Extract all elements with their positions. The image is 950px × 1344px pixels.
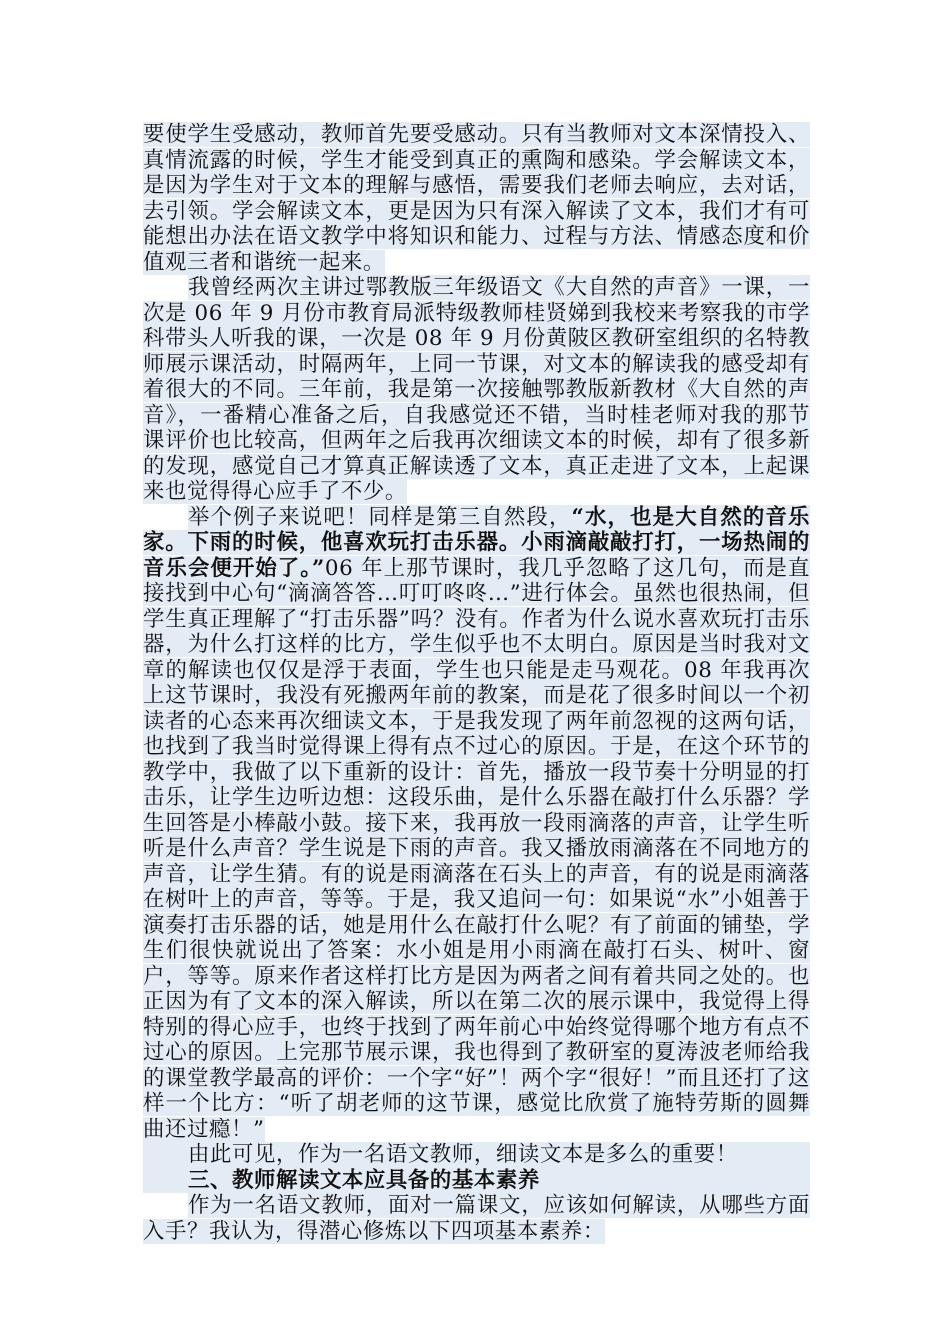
paragraph-2-text: 我曾经两次主讲过鄂教版三年级语文《大自然的声音》一课，一次是 06 年 9 月份市教育局派特级教师桂贤娣到我校来考察我的市学科带头人听我的课，一次是 08 年 9 月份黄陂区教研室组织的名特教师展示课活动，时隔两年，上同一节课，对文本的解读我的感受却有着很大的不同。三年前，我是第一次接触鄂教版新教材《大自然的声音》，一番精心准备之后，自我感觉还不错，当时桂老师对我的那节课评价也比较高，但两年之后我再次细读文本的时候，却有了很多新的发现，感觉自己才算真正解读透了文本，真正走进了文本，上起课来也觉得得心应手了不少。	[143, 275, 810, 504]
paragraph-4	[143, 1142, 810, 1168]
section-heading-text: 三、教师解读文本应具备的基本素养	[188, 1167, 540, 1193]
document-page	[143, 122, 810, 1244]
paragraph-3-rest: 06 年上那节课时，我几乎忽略了这几句，而是直接找到中心句“滴滴答答…叮叮咚咚…”进行体会。虽然也很热闹，但学生真正理解了“打击乐器”吗？没有。作者为什么说水喜欢玩打击乐器，为什么打这样的比方，学生似乎也不太明白。原因是当时我对文章的解读也仅仅是浮于表面，学生也只能是走马观花。08 年我再次上这节课时，我没有死搬两年前的教案，而是花了很多时间以一个初读者的心态来再次细读文本，于是我发现了两年前忽视的这两句话，也找到了我当时觉得课上得有点不过心的原因。于是，在这个环节的教学中，我做了以下重新的设计：首先，播放一段节奏十分明显的打击乐，让学生边听边想：这段乐曲，是什么乐器在敲打什么乐器？学生回答是小棒敲小鼓。接下来，我再放一段雨滴落的声音，让学生听听是什么声音？学生说是下雨的声音。我又播放雨滴落在不同地方的声音，让学生猜。有的说是雨滴落在石头上的声音，有的说是雨滴落在树叶上的声音，等等。于是，我又追问一句：如果说“水”小姐善于演奏打击乐器的话，她是用什么在敲打什么呢？有了前面的铺垫，学生们很快就说出了答案：水小姐是用小雨滴在敲打石头、树叶、窗户，等等。原来作者这样打比方是因为两者之间有着共同之处的。也正因为有了文本的深入解读，所以在第二次的展示课中，我觉得上得特别的得心应手，也终于找到了两年前心中始终觉得哪个地方有点不过心的原因。上完那节展示课，我也得到了教研室的夏涛波老师给我的课堂教学最高的评价：一个字“好”！两个字“很好！”而且还打了这样一个比方：“听了胡老师的这节课，感觉比欣赏了施特劳斯的圆舞曲还过瘾！”	[143, 555, 810, 1142]
paragraph-3-lead: 举个例子来说吧！同样是第三自然段，	[188, 504, 572, 530]
paragraph-3-quote: “水，也是大自然的音乐家。下雨的时候，他喜欢玩打击乐器。小雨滴敲敲打打，一场热闹的音乐会便开始了。”	[143, 504, 811, 581]
paragraph-3	[143, 505, 810, 1143]
paragraph-1	[143, 122, 810, 275]
section-heading	[143, 1168, 810, 1194]
paragraph-1-text: 要使学生受感动，教师首先要受感动。只有当教师对文本深情投入、真情流露的时候，学生才能受到真正的熏陶和感染。学会解读文本，是因为学生对于文本的理解与感悟，需要我们老师去响应，去对话，去引领。学会解读文本，更是因为只有深入解读了文本，我们才有可能想出办法在语文教学中将知识和能力、过程与方法、情感态度和价值观三者和谐统一起来。	[143, 122, 810, 275]
paragraph-2	[143, 275, 810, 505]
paragraph-4-text: 由此可见，作为一名语文教师，细读文本是多么的重要！	[188, 1142, 738, 1167]
paragraph-5	[143, 1193, 810, 1244]
paragraph-5-text: 作为一名语文教师，面对一篇课文，应该如何解读，从哪些方面入手？我认为，得潜心修炼以下四项基本素养：	[143, 1193, 810, 1244]
